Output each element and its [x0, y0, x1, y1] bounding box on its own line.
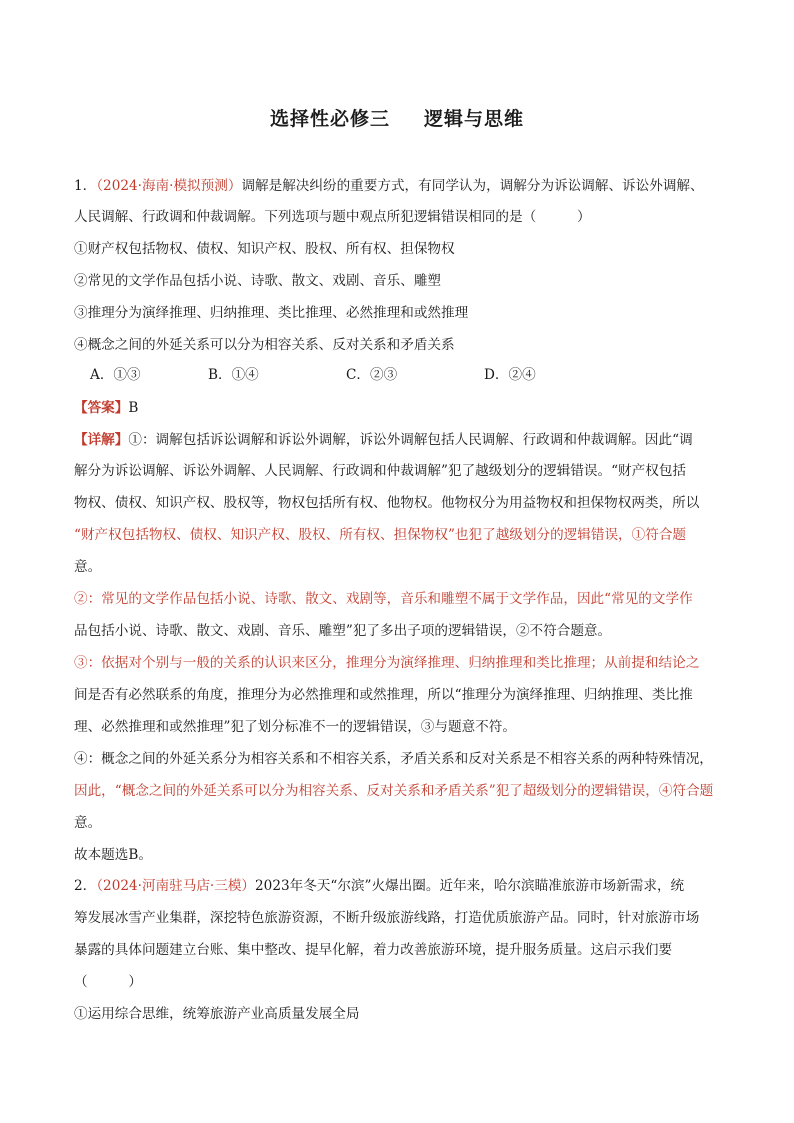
q2-stem-line4: （ ）	[74, 974, 142, 990]
q2-source: （2024·河南驻马店·三模）	[96, 878, 256, 894]
page-title	[0, 104, 794, 131]
q1-number: 1．	[74, 178, 97, 194]
q2-item-1: ①运用综合思维，统筹旅游产业高质量发展全局	[74, 1006, 360, 1022]
answer-label: 【答案】	[74, 400, 129, 416]
choice-b[interactable]: B．①④	[208, 367, 259, 383]
q1-item-4: ④概念之间的外延关系可以分为相容关系、反对关系和矛盾关系	[74, 337, 455, 353]
answer-value: B	[128, 400, 139, 416]
q1-detail-line6: ②：常见的文学作品包括小说、诗歌、散文、戏剧等，音乐和雕塑不属于文学作品，因此“常见的文学作	[74, 591, 693, 607]
q2-stem-line3: 暴露的具体问题建立台账、集中整改、提早化解，着力改善旅游环境，提升服务质量。这启示我们要	[74, 942, 673, 958]
q1-answer	[74, 398, 734, 418]
q1-item-1: ①财产权包括物权、债权、知识产权、股权、所有权、担保物权	[74, 241, 455, 257]
q1-detail-line10: 理、必然推理和或然推理”犯了划分标准不一的逻辑错误，③与题意不符。	[74, 719, 516, 735]
q1-stem-line1: 1．（2024·海南·模拟预测）调解是解决纠纷的重要方式，有同学认为，调解分为诉讼调解、诉讼外调解、	[74, 178, 704, 194]
q1-item-2: ②常见的文学作品包括小说、诗歌、散文、戏剧、音乐、雕塑	[74, 273, 442, 289]
q1-conclusion: 故本题选B。	[74, 847, 152, 863]
q1-item-3: ③推理分为演绎推理、归纳推理、类比推理、必然推理和或然推理	[74, 305, 469, 321]
q1-detail-line13: 意。	[74, 815, 102, 831]
q1-detail-line4: “财产权包括物权、债权、知识产权、股权、所有权、担保物权”也犯了越级划分的逻辑错误，①符合题	[74, 527, 687, 543]
q2-stem-line2: 筹发展冰雪产业集群，深挖特色旅游资源，不断升级旅游线路，打造优质旅游产品。同时，针对旅游市场	[74, 910, 700, 926]
q1-stem-line2: 人民调解、行政调和仲裁调解。下列选项与题中观点所犯逻辑错误相同的是（ ）	[74, 209, 591, 225]
detail-label: 【详解】	[74, 432, 129, 448]
q1-detail-line9: 间是否有必然联系的角度，推理分为必然推理和或然推理，所以“推理分为演绎推理、归纳推理、类比推	[74, 687, 693, 703]
q1-detail-line3: 物权、债权、知识产权、股权等，物权包括所有权、他物权。他物权分为用益物权和担保物权两类，所以	[74, 495, 700, 511]
q1-detail-line7: 品包括小说、诗歌、散文、戏剧、音乐、雕塑”犯了多出子项的逻辑错误，②不符合题意。	[74, 623, 612, 639]
q1-detail-line8: ③：依据对个别与一般的关系的认识来区分，推理分为演绎推理、归纳推理和类比推理；从前提和结论之	[74, 655, 700, 671]
q1-detail-line2: 解分为诉讼调解、诉讼外调解、人民调解、行政调和仲裁调解”犯了越级划分的逻辑错误。“财产权包括	[74, 463, 687, 479]
q2-number: 2．	[74, 878, 97, 894]
choice-d[interactable]: D．②④	[484, 367, 536, 383]
choice-a[interactable]: A．①③	[90, 367, 141, 383]
q1-detail-line12: 因此，“概念之间的外延关系可以分为相容关系、反对关系和矛盾关系”犯了超级划分的逻辑错误，④符合题	[74, 783, 714, 799]
choice-c[interactable]: C．②③	[346, 367, 398, 383]
q1-detail-line5: 意。	[74, 559, 102, 575]
q1-detail-line1: 【详解】①：调解包括诉讼调解和诉讼外调解，诉讼外调解包括人民调解、行政调和仲裁调解。因此“调	[74, 432, 693, 448]
q1-detail-line11: ④：概念之间的外延关系分为相容关系和不相容关系，矛盾关系和反对关系是不相容关系的两种特殊情况，	[74, 751, 713, 767]
q2-stem-line1: 2．（2024·河南驻马店·三模）2023年冬天“尔滨”火爆出圈。近年来，哈尔滨瞄准旅游市场新需求，统	[74, 878, 685, 894]
title-part1: 选择性必修三	[269, 108, 390, 130]
q1-source: （2024·海南·模拟预测）	[96, 178, 242, 194]
title-part2: 逻辑与思维	[424, 108, 525, 130]
